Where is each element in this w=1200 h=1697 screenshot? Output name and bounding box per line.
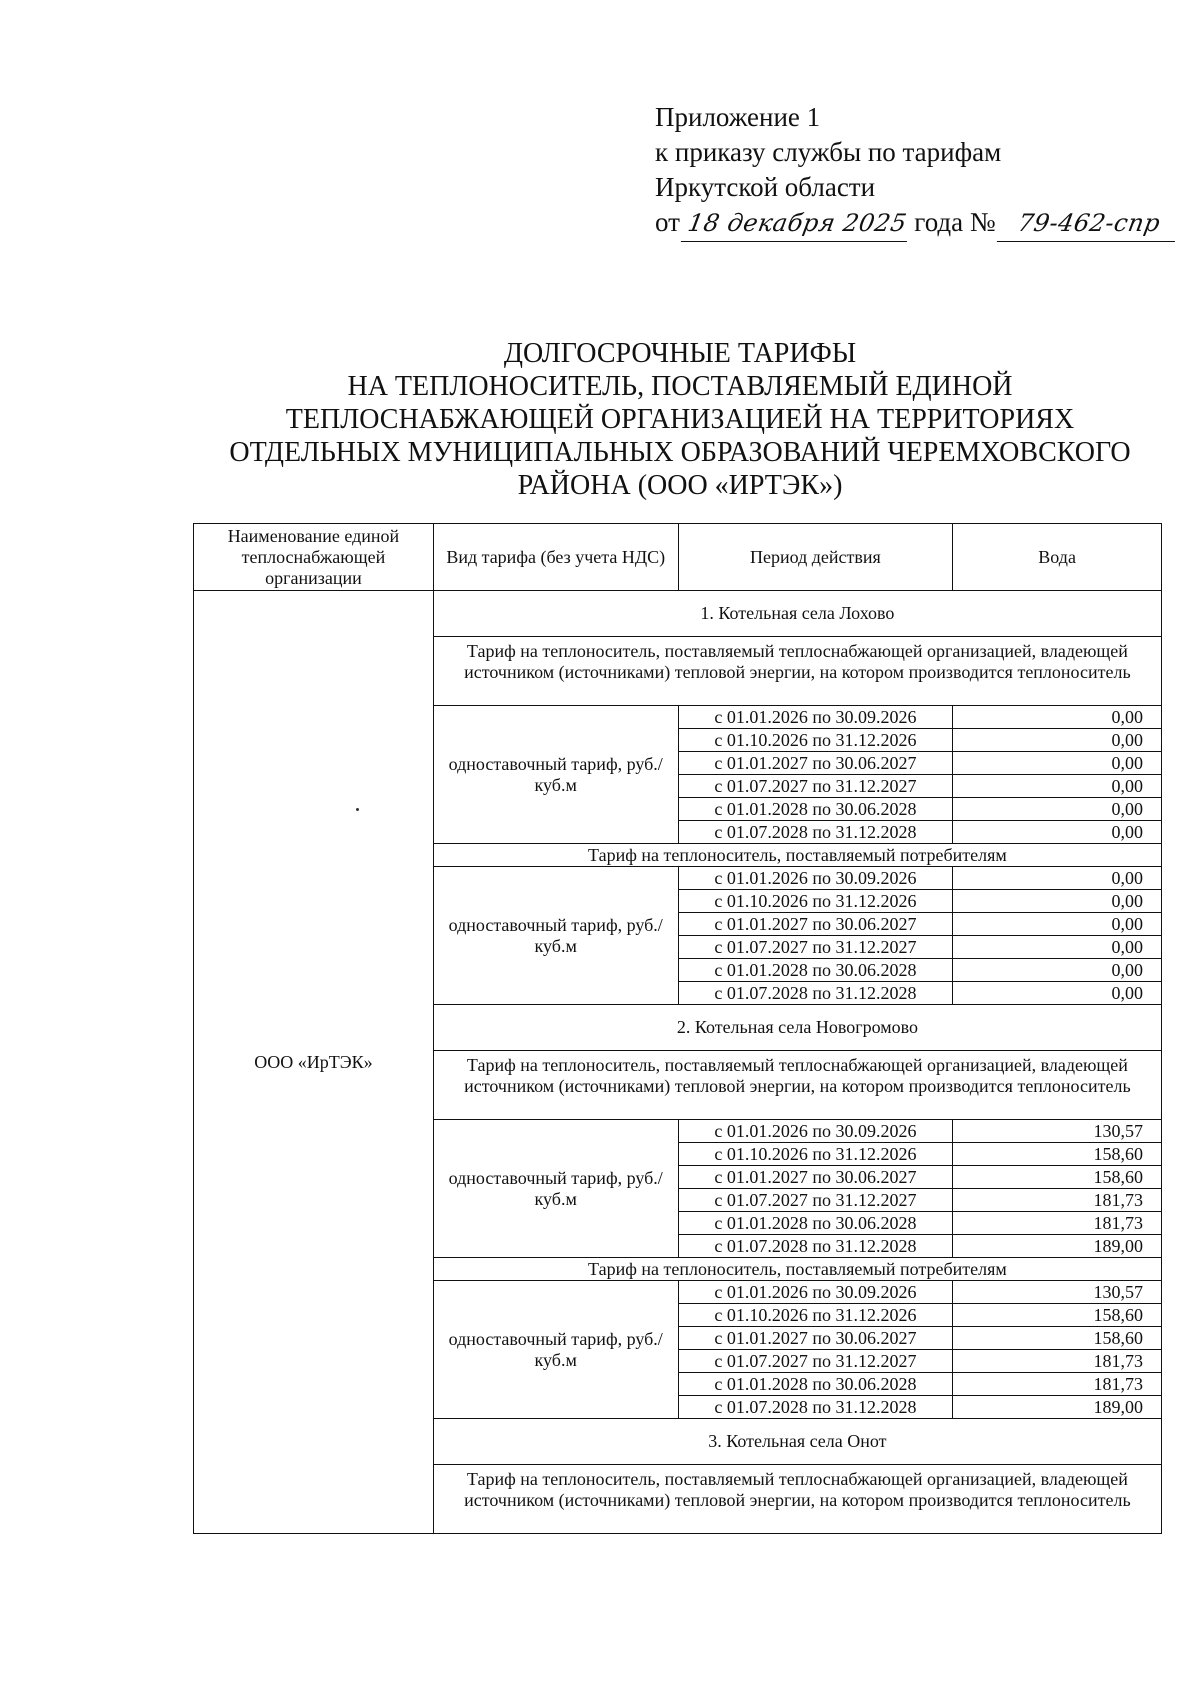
appendix-line-2: к приказу службы по тарифам [655, 137, 1002, 167]
period-cell: с 01.01.2027 по 30.06.2027 [678, 913, 953, 936]
water-value-cell: 0,00 [953, 729, 1162, 752]
period-cell: с 01.01.2028 по 30.06.2028 [678, 959, 953, 982]
tariff-kind-cell: одноставочный тариф, руб./куб.м [433, 1120, 678, 1258]
period-cell: с 01.07.2027 по 31.12.2027 [678, 936, 953, 959]
section-title: 2. Котельная села Новогромово [433, 1005, 1161, 1051]
period-cell: с 01.01.2026 по 30.09.2026 [678, 1281, 953, 1304]
water-value-cell: 130,57 [953, 1281, 1162, 1304]
water-value-cell: 0,00 [953, 706, 1162, 729]
water-value-cell: 0,00 [953, 821, 1162, 844]
period-cell: с 01.01.2028 по 30.06.2028 [678, 798, 953, 821]
header-period: Период действия [678, 524, 953, 591]
from-label: от [655, 207, 680, 237]
tariff-group-title: Тариф на теплоноситель, поставляемый потребителям [433, 1258, 1161, 1281]
period-cell: с 01.10.2026 по 31.12.2026 [678, 1304, 953, 1327]
org-name-cell: ООО «ИрТЭК» [194, 591, 434, 1534]
period-cell: с 01.07.2028 по 31.12.2028 [678, 982, 953, 1005]
water-value-cell: 0,00 [953, 775, 1162, 798]
water-value-cell: 181,73 [953, 1212, 1162, 1235]
period-cell: с 01.07.2028 по 31.12.2028 [678, 1396, 953, 1419]
header-water: Вода [953, 524, 1162, 591]
period-cell: с 01.01.2026 по 30.09.2026 [678, 1120, 953, 1143]
water-value-cell: 130,57 [953, 1120, 1162, 1143]
table-header-row [194, 524, 1162, 591]
title-line-5: РАЙОНА (ООО «ИРТЭК») [517, 470, 843, 501]
period-cell: с 01.07.2028 по 31.12.2028 [678, 1235, 953, 1258]
period-cell: с 01.10.2026 по 31.12.2026 [678, 729, 953, 752]
water-value-cell: 189,00 [953, 1235, 1162, 1258]
header-tariff-type: Вид тарифа (без учета НДС) [433, 524, 678, 591]
handwritten-date: 18 декабря 2025 [681, 206, 914, 242]
period-cell: с 01.01.2026 по 30.09.2026 [678, 867, 953, 890]
water-value-cell: 0,00 [953, 982, 1162, 1005]
period-cell: с 01.07.2027 по 31.12.2027 [678, 1350, 953, 1373]
period-cell: с 01.01.2027 по 30.06.2027 [678, 1166, 953, 1189]
period-cell: с 01.01.2028 по 30.06.2028 [678, 1373, 953, 1396]
tariff-kind-cell: одноставочный тариф, руб./куб.м [433, 1281, 678, 1419]
section-title-row [194, 591, 1162, 637]
water-value-cell: 158,60 [953, 1327, 1162, 1350]
water-value-cell: 158,60 [953, 1166, 1162, 1189]
water-value-cell: 0,00 [953, 752, 1162, 775]
year-number-label: года № [914, 207, 996, 237]
section-title: 3. Котельная села Онот [433, 1419, 1161, 1465]
water-value-cell: 0,00 [953, 913, 1162, 936]
tariff-group-title: Тариф на теплоноситель, поставляемый теплоснабжающей организацией, владеющей источником (источниками) тепловой энергии, на котором производится теплоноситель [433, 1465, 1161, 1534]
header-org: Наименование единой теплоснабжающей организации [194, 524, 434, 591]
title-line-3: ТЕПЛОСНАБЖАЮЩЕЙ ОРГАНИЗАЦИЕЙ НА ТЕРРИТОРИЯХ [285, 404, 1075, 435]
handwritten-order-number: 79-462-спр [996, 206, 1180, 242]
title-line-2: НА ТЕПЛОНОСИТЕЛЬ, ПОСТАВЛЯЕМЫЙ ЕДИНОЙ [347, 371, 1013, 402]
tariff-group-title: Тариф на теплоноситель, поставляемый теплоснабжающей организацией, владеющей источником (источниками) тепловой энергии, на котором производится теплоноситель [433, 637, 1161, 706]
period-cell: с 01.10.2026 по 31.12.2026 [678, 1143, 953, 1166]
tariff-group-title: Тариф на теплоноситель, поставляемый потребителям [433, 844, 1161, 867]
title-line-1: ДОЛГОСРОЧНЫЕ ТАРИФЫ [503, 338, 857, 369]
water-value-cell: 181,73 [953, 1350, 1162, 1373]
tariff-kind-cell: одноставочный тариф, руб./куб.м [433, 867, 678, 1005]
water-value-cell: 0,00 [953, 798, 1162, 821]
tariff-kind-cell: одноставочный тариф, руб./куб.м [433, 706, 678, 844]
water-value-cell: 0,00 [953, 867, 1162, 890]
period-cell: с 01.07.2027 по 31.12.2027 [678, 1189, 953, 1212]
appendix-line-1: Приложение 1 [655, 102, 821, 132]
water-value-cell: 0,00 [953, 959, 1162, 982]
water-value-cell: 0,00 [953, 890, 1162, 913]
period-cell: с 01.01.2027 по 30.06.2027 [678, 752, 953, 775]
period-cell: с 01.07.2027 по 31.12.2027 [678, 775, 953, 798]
appendix-line-4 [655, 205, 1182, 242]
section-title: 1. Котельная села Лохово [433, 591, 1161, 637]
period-cell: с 01.01.2026 по 30.09.2026 [678, 706, 953, 729]
document-title [200, 337, 1160, 502]
appendix-header [655, 100, 1182, 242]
appendix-line-3: Иркутской области [655, 172, 876, 202]
period-cell: с 01.10.2026 по 31.12.2026 [678, 890, 953, 913]
tariff-table [193, 523, 1162, 1534]
water-value-cell: 158,60 [953, 1143, 1162, 1166]
water-value-cell: 189,00 [953, 1396, 1162, 1419]
water-value-cell: 0,00 [953, 936, 1162, 959]
water-value-cell: 181,73 [953, 1373, 1162, 1396]
tariff-group-title: Тариф на теплоноситель, поставляемый теплоснабжающей организацией, владеющей источником (источниками) тепловой энергии, на котором производится теплоноситель [433, 1051, 1161, 1120]
table-body [194, 591, 1162, 1534]
title-line-4: ОТДЕЛЬНЫХ МУНИЦИПАЛЬНЫХ ОБРАЗОВАНИЙ ЧЕРЕМХОВСКОГО [229, 437, 1131, 468]
water-value-cell: 158,60 [953, 1304, 1162, 1327]
water-value-cell: 181,73 [953, 1189, 1162, 1212]
period-cell: с 01.07.2028 по 31.12.2028 [678, 821, 953, 844]
period-cell: с 01.01.2027 по 30.06.2027 [678, 1327, 953, 1350]
period-cell: с 01.01.2028 по 30.06.2028 [678, 1212, 953, 1235]
